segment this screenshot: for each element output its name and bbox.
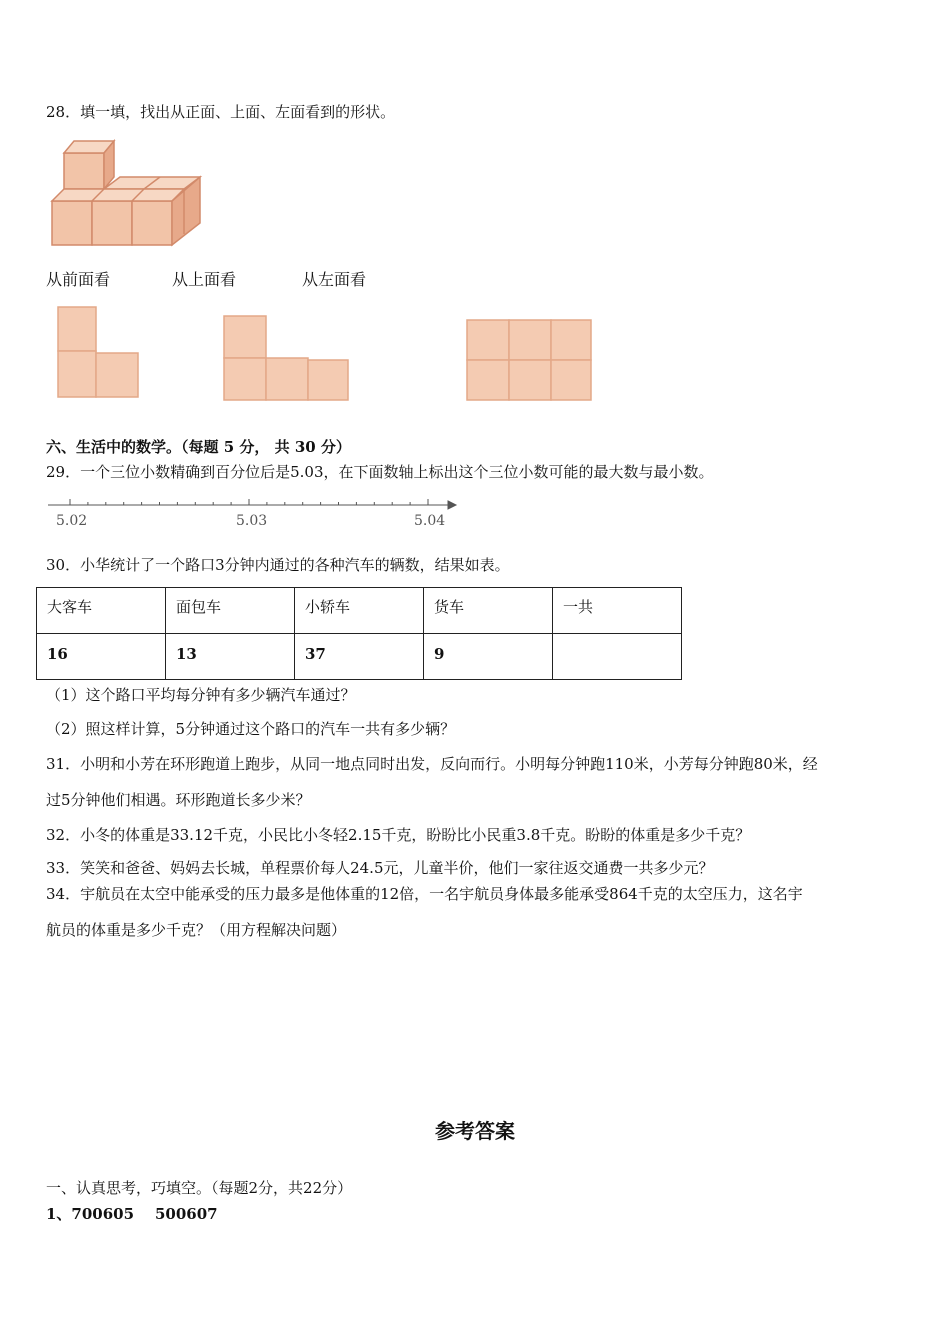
answers-title: 参考答案: [435, 1119, 515, 1143]
q34-line2: 航员的体重是多少千克？（用方程解决问题）: [46, 921, 347, 939]
q32-text: 32．小冬的体重是33.12千克，小民比小冬轻2.15千克，盼盼比小民重3.8千克。盼盼的体重是多少千克？: [46, 826, 751, 844]
value-truck: 9: [424, 634, 553, 680]
axis-label-5-02: 5.02: [56, 513, 88, 529]
table-row: [37, 634, 682, 680]
label-left-view: 从左面看: [302, 270, 367, 289]
top-view-drawing: [222, 314, 354, 404]
q30-sub1: （1）这个路口平均每分钟有多少辆汽车通过？: [46, 686, 356, 704]
value-bus: 16: [37, 634, 166, 680]
header-truck: 货车: [424, 588, 553, 634]
table-header-row: [37, 588, 682, 634]
header-total: 一共: [553, 588, 682, 634]
value-total: [553, 634, 682, 680]
q30-text: 30．小华统计了一个路口3分钟内通过的各种汽车的辆数，结果如表。: [46, 556, 510, 574]
header-bus: 大客车: [37, 588, 166, 634]
answer-1: 1、700605 500607: [46, 1205, 218, 1223]
header-van: 面包车: [166, 588, 295, 634]
q29-text: 29．一个三位小数精确到百分位后是5.03，在下面数轴上标出这个三位小数可能的最大数与最小数。: [46, 463, 714, 481]
cube-stack-figure: [50, 133, 205, 248]
value-van: 13: [166, 634, 295, 680]
q31-line1: 31．小明和小芳在环形跑道上跑步，从同一地点同时出发，反向而行。小明每分钟跑110米，小芳每分钟跑80米，经: [46, 755, 818, 773]
label-top-view: 从上面看: [172, 270, 237, 289]
axis-label-5-03: 5.03: [236, 513, 268, 529]
q31-line2: 过5分钟他们相遇。环形跑道长多少米？: [46, 791, 311, 809]
label-front-view: 从前面看: [46, 270, 111, 289]
vehicle-count-table: [36, 587, 682, 680]
q30-sub2: （2）照这样计算，5分钟通过这个路口的汽车一共有多少辆？: [46, 720, 456, 738]
value-car: 37: [295, 634, 424, 680]
front-view-drawing: [55, 305, 145, 400]
section6-heading: 六、生活中的数学。（每题 5 分， 共 30 分）: [46, 438, 351, 456]
header-car: 小轿车: [295, 588, 424, 634]
q33-text: 33．笑笑和爸爸、妈妈去长城，单程票价每人24.5元，儿童半价，他们一家往返交通费一共多少元？: [46, 859, 714, 877]
answers-section1: 一、认真思考，巧填空。（每题2分，共22分）: [46, 1179, 353, 1197]
q28-text: 28．填一填，找出从正面、上面、左面看到的形状。: [46, 103, 396, 121]
q34-line1: 34．宇航员在太空中能承受的压力最多是他体重的12倍，一名宇航员身体最多能承受864千克的太空压力，这名宇: [46, 885, 803, 903]
left-view-drawing: [465, 318, 597, 404]
axis-label-5-04: 5.04: [414, 513, 446, 529]
